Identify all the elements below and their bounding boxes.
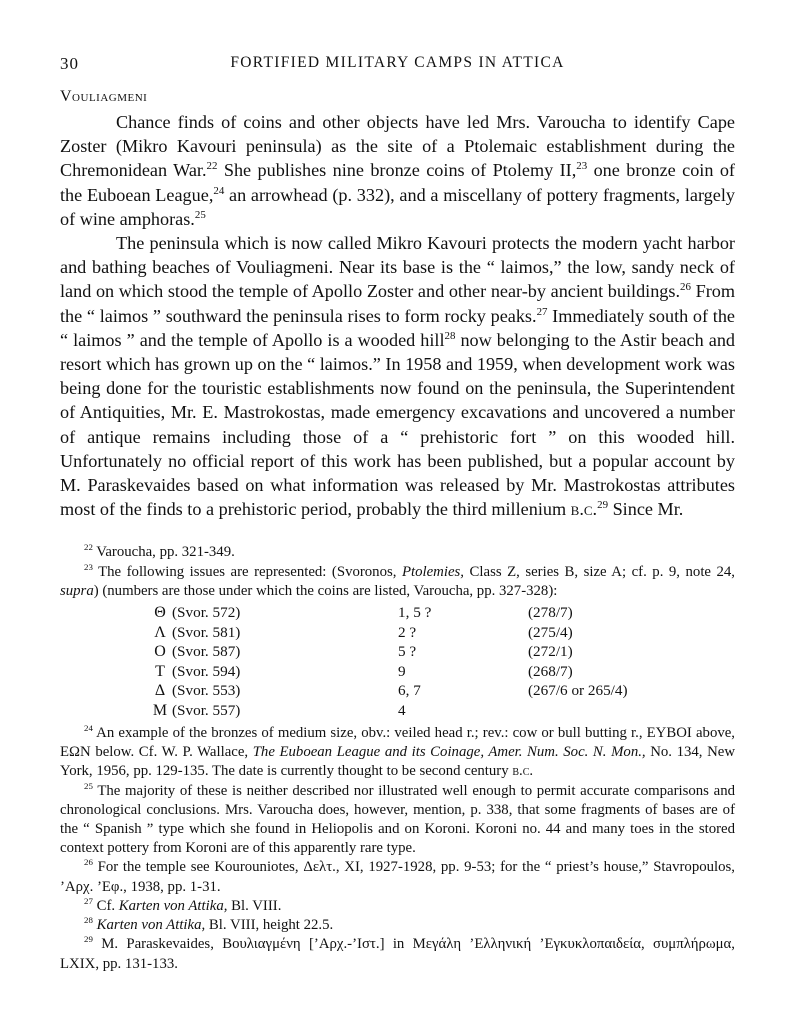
footnotes xyxy=(60,543,735,973)
footnote-number: 26 xyxy=(84,857,93,868)
coin-date: (267/6 or 265/4) xyxy=(528,682,628,700)
body-text xyxy=(60,110,735,521)
footnote-italic: Ptolemies, xyxy=(401,563,465,580)
footnote-ref-25[interactable]: 25 xyxy=(194,208,206,221)
footnote-number: 22 xyxy=(84,542,93,553)
footnote-text: above, xyxy=(691,725,736,742)
table-row xyxy=(148,681,728,701)
footnote-24 xyxy=(60,724,735,782)
coin-numbers: 9 xyxy=(398,662,406,680)
footnote-text: Bl. VIII. xyxy=(227,897,282,914)
footnote-23 xyxy=(60,563,735,601)
coin-date xyxy=(528,701,728,721)
coin-numbers: 2 ? xyxy=(398,623,417,641)
footnote-27 xyxy=(60,897,735,916)
page xyxy=(60,48,735,974)
svoronos-ref: (Svor. 594) xyxy=(172,662,241,680)
coin-issues-table xyxy=(148,603,728,720)
coin-date: (268/7) xyxy=(528,662,573,680)
body-paragraph-2 xyxy=(60,231,735,521)
table-row xyxy=(148,701,728,721)
footnote-number: 27 xyxy=(84,895,93,906)
page-number: 30 xyxy=(60,54,79,73)
coin-monogram-icon: Μ xyxy=(152,701,168,719)
text-run: From the “ laimos ” southward the peninsula rises to form rocky peaks. xyxy=(60,281,735,326)
footnote-number: 23 xyxy=(84,561,93,572)
footnote-29 xyxy=(60,935,735,973)
svoronos-ref: (Svor. 572) xyxy=(172,604,241,622)
footnote-ref-26[interactable]: 26 xyxy=(680,281,691,294)
footnote-ref-28[interactable]: 28 xyxy=(444,329,456,342)
svoronos-ref: (Svor. 587) xyxy=(172,643,241,661)
footnote-italic: Karten von Attika, xyxy=(118,897,228,914)
footnote-22 xyxy=(60,543,735,562)
coin-monogram-icon: Δ xyxy=(154,682,166,700)
coin-monogram-icon: T xyxy=(155,662,165,680)
table-row xyxy=(148,603,728,623)
footnote-ref-27[interactable]: 27 xyxy=(536,305,548,318)
table-row xyxy=(148,662,728,682)
body-paragraph-1 xyxy=(60,110,735,231)
coin-date: (272/1) xyxy=(528,643,573,661)
footnote-text: ) (numbers are those under which the coins are listed, Varoucha, pp. 327-328): xyxy=(93,582,558,599)
coin-legend: EΩN xyxy=(60,744,91,761)
text-run: The peninsula which is now called Mikro Kavouri protects the modern yacht harbor and bathing beaches of Vouliagmeni. Near its base is the “ laimos,” the low, sandy neck of land on which stood the temple of Apollo Zoster and other near-by ancient buildings. xyxy=(60,233,735,302)
svoronos-ref: (Svor. 581) xyxy=(172,623,241,641)
coin-date: (278/7) xyxy=(528,604,573,622)
footnote-text: The following issues are represented: (Svoronos, xyxy=(92,563,402,580)
coin-monogram-icon: O xyxy=(154,643,166,661)
footnote-number: 25 xyxy=(84,780,93,791)
footnote-ref-22[interactable]: 22 xyxy=(206,160,218,173)
footnote-text: Bl. VIII, height 22.5. xyxy=(205,917,334,934)
text-run: Chance finds of coins and other objects have led Mrs. Varoucha to identify Cape Zoster (Mikro Kavouri peninsula) as the site of a Ptolemaic establishment during the Chremonidean War. xyxy=(60,112,735,181)
era-abbrev: b.c. xyxy=(570,499,598,520)
text-run: Since Mr. xyxy=(608,499,684,520)
coin-date: (275/4) xyxy=(528,623,573,641)
footnote-28 xyxy=(60,916,735,935)
text-run: one bronze coin of the Euboean League, xyxy=(60,160,735,205)
footnote-text: No. 134, New York, 1956, pp. 129-135. The date is currently thought to be second century xyxy=(60,744,736,780)
section-heading: Vouliagmeni xyxy=(60,88,148,105)
running-head xyxy=(60,48,735,76)
era-abbrev: b.c. xyxy=(512,763,534,780)
footnote-text: Cf. xyxy=(92,897,119,914)
footnote-number: 28 xyxy=(84,915,93,926)
footnote-text: Class Z, series B, size A; cf. p. 9, note 24, xyxy=(464,563,735,580)
coin-monogram-icon: Λ xyxy=(154,623,166,641)
footnote-ref-24[interactable]: 24 xyxy=(213,184,225,197)
coin-numbers: 5 ? xyxy=(398,643,417,661)
footnote-text: For the temple see Kourouniotes, Δελτ., XI, 1927-1928, pp. 9-53; for the “ priest’s house,” Stavropoulos, ’Αρχ. ’Εφ., 1938, pp. 1-31. xyxy=(60,859,735,895)
footnote-italic: Karten von Attika, xyxy=(92,917,206,934)
footnote-number: 24 xyxy=(84,723,93,734)
footnote-text: Varoucha, pp. 321-349. xyxy=(92,544,235,561)
footnote-text: below. Cf. W. P. Wallace, xyxy=(90,744,253,761)
running-title: FORTIFIED MILITARY CAMPS IN ATTICA xyxy=(230,54,565,71)
text-run: now belonging to the Astir beach and resort which has grown up on the “ laimos.” In 1958 and 1959, when development work was being done for the touristic establishments now found on the peninsula, the Superintendent of Antiquities, Mr. E. Mastrokostas, made emergency excavations and uncovered a number of antique remains including those of a “ prehistoric fort ” on this wooded hill. Unfortunately no official report of this work has been published, but a popular account by M. Paraskevaides based on what information was released by Mr. Mastrokostas attributes most of the finds to a prehistoric period, probably the third millenium xyxy=(60,329,736,520)
footnote-italic: supra xyxy=(60,582,94,599)
coin-numbers: 4 xyxy=(398,701,406,719)
coin-legend: EYBOI xyxy=(646,725,692,742)
footnote-ref-29[interactable]: 29 xyxy=(597,499,609,512)
coin-monogram-icon: Θ xyxy=(154,604,166,622)
svoronos-ref: (Svor. 553) xyxy=(172,682,241,700)
coin-numbers: 1, 5 ? xyxy=(398,604,432,622)
footnote-26 xyxy=(60,858,735,896)
svoronos-ref: (Svor. 557) xyxy=(172,701,241,719)
coin-numbers: 6, 7 xyxy=(398,682,421,700)
text-run: Immediately south of the “ laimos ” and the temple of Apollo is a wooded hill xyxy=(60,305,735,350)
text-run: She publishes nine bronze coins of Ptolemy II, xyxy=(217,160,577,181)
text-run: an arrowhead (p. 332), and a miscellany of pottery fragments, largely of wine amphoras. xyxy=(60,184,735,229)
table-row xyxy=(148,623,728,643)
footnote-text: The majority of these is neither described nor illustrated well enough to permit accurate comparisons and chronological conclusions. Mrs. Varoucha does, however, mention, p. 338, that some fragments of bases are of the “ Spanish ” type which she found in Heliopolis and on Koroni. Koroni no. 44 and many toes in the stored context pottery from Koroni are of this apparently rare type. xyxy=(60,782,735,857)
footnote-text: An example of the bronzes of medium size, obv.: veiled head r.; rev.: cow or bull butting r., xyxy=(92,725,647,742)
table-row xyxy=(148,642,728,662)
footnote-number: 29 xyxy=(84,934,93,945)
footnote-italic: The Euboean League and its Coinage, Amer. Num. Soc. N. Mon., xyxy=(252,744,646,761)
footnote-ref-23[interactable]: 23 xyxy=(576,160,588,173)
footnote-25 xyxy=(60,782,735,859)
footnote-text: M. Paraskevaides, Βουλιαγμένη [’Αρχ.-’Ιστ.] in Μεγάλη ’Ελληνική ’Εγκυκλοπαιδεία, συμπλήρωμα, LXIX, pp. 131-133. xyxy=(60,936,735,972)
